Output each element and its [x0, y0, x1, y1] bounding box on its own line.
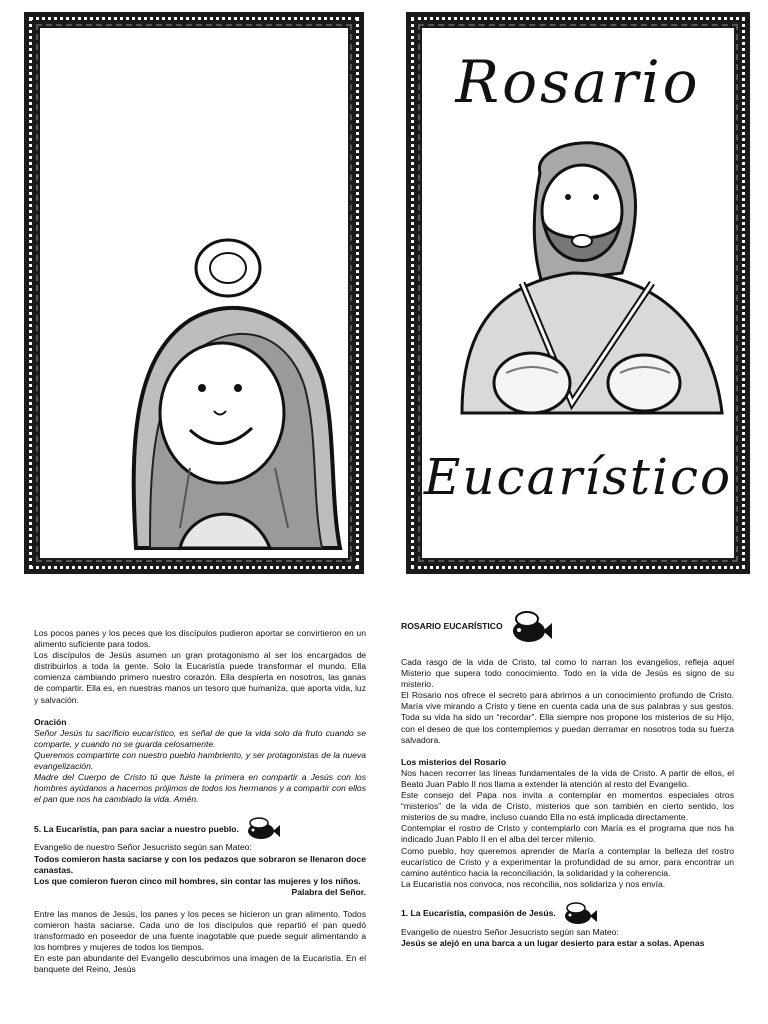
gospel-text: Todos comieron hasta saciarse y con los pedazos que sobraron se llenaron doce canastas.: [34, 853, 366, 875]
right-text-column: [401, 607, 734, 949]
mysteries-paragraph: La Eucaristía nos convoca, nos reconcilia, nos solidariza y nos envía.: [401, 878, 666, 889]
intro-paragraph: Los discípulos de Jesús asumen un gran protagonismo al ser los encargados de distribuirlos a toda la gente. Solo la Eucaristía puede transformar el mundo. Ella comienza cambiando primero nuestro corazón. Ella despierta en nosotros, las ganas de compartir. Ella es, en nuestras manos un tesoro que humaniza, que aporta vida, luz y salvación.: [34, 650, 366, 705]
prayer-paragraph: Señor Jesús tu sacrificio eucarístico, es señal de que la vida solo da fruto cuando se comparte, y cuando no se guarda celosamente.: [34, 727, 366, 749]
reflection-paragraph: Entre las manos de Jesús, los panes y los peces se hicieron un gran alimento. Todos comieron hasta saciarse. Cada uno de los discípulos que repartió el pan quedó transformado en poseedor de una fuente inagotable que puede seguir alimentando a los hombres y mujeres de todos los tiempos.: [34, 908, 366, 953]
gospel-text: Los que comieron fueron cinco mil hombres, sin contar las mujeres y los niños.: [34, 875, 361, 886]
cover-title-rosario: Rosario: [455, 48, 701, 116]
mysteries-paragraph: Este consejo del Papa nos invita a contemplar en momentos especiales otros “misterios” de la vida de Cristo, misterios que son también en cierto sentido, los misterios de su madre, incluso cuando Ella no está implicada directamente.: [401, 790, 734, 823]
mysteries-paragraph: Nos hacen recorrer las líneas fundamentales de la vida de Cristo. A partir de ellos, el Beato Juan Pablo II nos llama a extender la atención al resto del Evangelio.: [401, 767, 734, 789]
mysteries-title: Los misterios del Rosario: [401, 756, 507, 767]
mystery-5-title: 5. La Eucaristía, pan para saciar a nuestro pueblo.: [34, 823, 239, 834]
left-text-column: [34, 628, 366, 975]
gospel-text: Jesús se alejó en una barca a un lugar desierto para estar a solas. Apenas: [401, 937, 705, 948]
reflection-paragraph: En este pan abundante del Evangelio descubrimos una imagen de la Eucaristía. En el banquete del Reino, Jesús: [34, 953, 366, 975]
mysteries-paragraph: Como pueblo, hoy queremos aprender de María a contemplar la belleza del rostro eucarístico de Cristo y a experimentar la profundidad de su amor, para encontrar un camino auténtico hacia la reconciliación, la solidaridad y la coherencia.: [401, 845, 734, 878]
prayer-paragraph: Madre del Cuerpo de Cristo tú que fuiste la primera en compartir a Jesús con los hombres ayúdanos a hacernos prójimos de todos los hermanos y a compartir con ellos el pan que nos ha cambiado la vida. Amén.: [34, 772, 366, 805]
prayer-title: Oración: [34, 716, 67, 727]
mystery-1-title: 1. La Eucaristía, compasión de Jesús.: [401, 908, 556, 919]
cover-title-eucaristico: Eucarístico: [423, 448, 733, 506]
intro-paragraph: Los pocos panes y los peces que los discípulos pudieron aportar se convirtieron en un alimento suficiente para todos.: [34, 628, 366, 650]
cover-panel: [406, 12, 750, 574]
gospel-intro: Evangelio de nuestro Señor Jesucristo según san Mateo:: [34, 842, 252, 853]
prayer-paragraph: Queremos compartirte con nuestro pueblo hambriento, y ser protagonistas de la nueva evangelización.: [34, 749, 366, 772]
fish-and-bread-icon: [245, 816, 281, 842]
mystery-1-heading: [401, 901, 734, 927]
mary-illustration-panel: [24, 12, 364, 574]
intro-paragraph: El Rosario nos ofrece el secreto para abrirnos a un conocimiento profundo de Cristo. María vive mirando a Cristo y tiene en cuenta cada una de sus palabras y sus gestos. Toda su vida ha sido un “recordar”. Ella siempre nos propone los misterios de su Hijo, con el deseo de que los contemplemos y puedan derramar en nosotros toda su fuerza salvadora.: [401, 690, 734, 745]
virgin-mary-drawing: [40, 28, 348, 558]
word-of-the-lord: Palabra del Señor.: [291, 886, 366, 897]
gospel-intro: Evangelio de nuestro Señor Jesucristo según san Mateo:: [401, 926, 619, 937]
booklet-heading: [401, 607, 734, 647]
jesus-holding-bread-drawing: [422, 133, 734, 453]
booklet-heading-text: ROSARIO EUCARÍSTICO: [401, 621, 503, 632]
mystery-5-heading: [34, 816, 366, 842]
fish-and-bread-icon: [562, 901, 598, 927]
fish-and-bread-icon: [509, 607, 553, 647]
mysteries-paragraph: Contemplar el rostro de Cristo y contemplarlo con María es el programa que nos ha indicado Juan Pablo II en el alba del tercer milenio.: [401, 823, 734, 845]
intro-paragraph: Cada rasgo de la vida de Cristo, tal como lo narran los evangelios, refleja aquel Misterio que supera todo conocimiento. Todo en la vida de Jesús es signo de su misterio.: [401, 657, 734, 690]
